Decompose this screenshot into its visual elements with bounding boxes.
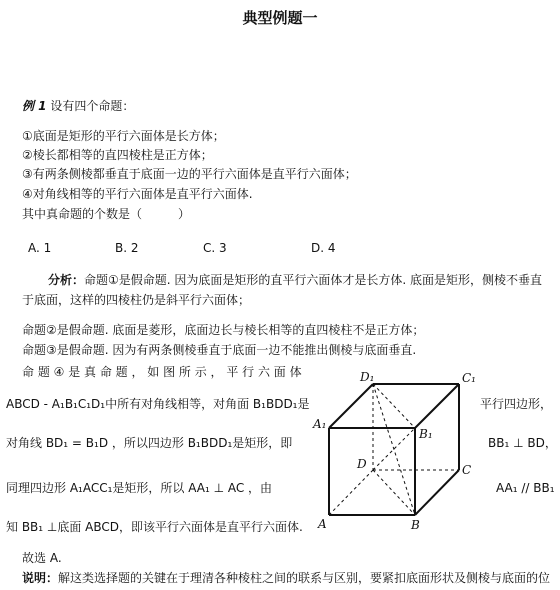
diagonal-d-b (373, 470, 415, 515)
vertex-label-c: C (462, 463, 472, 477)
edge-a1-d1 (329, 384, 373, 428)
page-title: 典型例题一 (242, 9, 318, 27)
analysis-text-1a: 命题①是假命题. 因为底面是矩形的直平行六面体才是长方体. 底面是矩形，侧棱不垂直 (84, 273, 543, 287)
example-intro: 设有四个命题： (50, 99, 135, 113)
proposition-3: ③有两条侧棱都垂直于底面一边的平行六面体是直平行六面体； (22, 167, 357, 181)
proposition-1: ①底面是矩形的平行六面体是长方体； (22, 129, 225, 143)
vertex-label-b1: B₁ (419, 427, 433, 441)
analysis-para-4-line-2-right: 平行四边形， (480, 397, 553, 411)
diagonal-d1-b1 (373, 384, 415, 428)
vertex-label-d: D (357, 457, 367, 471)
proposition-2: ②棱长都相等的直四棱柱是正方体； (22, 148, 213, 162)
vertex-label-d1: D₁ (360, 370, 375, 384)
analysis-para-4-line-1: 命 题 ④ 是 真 命 题 ， 如 图 所 示 ， 平 行 六 面 体 (22, 365, 302, 379)
diagonal-d1-b (373, 384, 415, 515)
option-c: C. 3 (203, 241, 227, 255)
analysis-para-4-line-3-right: BB₁ ⊥ BD， (488, 436, 557, 450)
note-label: 说明： (22, 571, 59, 585)
answer-text: 故选 A. (22, 551, 62, 565)
vertex-label-a1: A₁ (313, 417, 327, 431)
example-label: 例 1 (22, 99, 47, 113)
analysis-para-4-line-5: 知 BB₁ ⊥底面 ABCD，即该平行六面体是直平行六面体. (6, 520, 303, 534)
option-b: B. 2 (115, 241, 139, 255)
analysis-para-4-line-3-left: 对角线 BD₁ = B₁D ，所以四边形 B₁BDD₁是矩形，即 (6, 436, 293, 450)
analysis-para-4-line-4-right: AA₁ // BB₁ (496, 481, 555, 495)
analysis-para-4-line-4-left: 同理四边形 A₁ACC₁是矩形，所以 AA₁ ⊥ AC ，由 (6, 481, 273, 495)
edge-b1-c1 (415, 384, 459, 428)
question-text: 其中真命题的个数是（ ） (22, 207, 191, 221)
vertex-label-a: A (318, 517, 327, 531)
hidden-edge-a-d (329, 470, 373, 515)
option-a: A. 1 (28, 241, 52, 255)
analysis-para-3: 命题③是假命题. 因为有两条侧棱垂直于底面一边不能推出侧棱与底面垂直. (22, 343, 417, 357)
analysis-para-4-line-2-left: ABCD - A₁B₁C₁D₁中所有对角线相等，对角面 B₁BDD₁是 (6, 397, 310, 411)
vertex-label-b: B (411, 518, 420, 532)
vertex-label-c1: C₁ (462, 371, 476, 385)
analysis-para-1b: 于底面，这样的四棱柱仍是斜平行六面体； (22, 293, 251, 307)
note-text: 解这类选择题的关键在于理清各种棱柱之间的联系与区别，要紧扣底面形状及侧棱与底面的位 (58, 571, 551, 585)
analysis-label: 分析： (48, 273, 85, 287)
proposition-4: ④对角线相等的平行六面体是直平行六面体. (22, 187, 253, 201)
analysis-para-2: 命题②是假命题. 底面是菱形，底面边长与棱长相等的直四棱柱不是正方体； (22, 323, 425, 337)
edge-b-c (415, 470, 459, 515)
option-d: D. 4 (311, 241, 336, 255)
